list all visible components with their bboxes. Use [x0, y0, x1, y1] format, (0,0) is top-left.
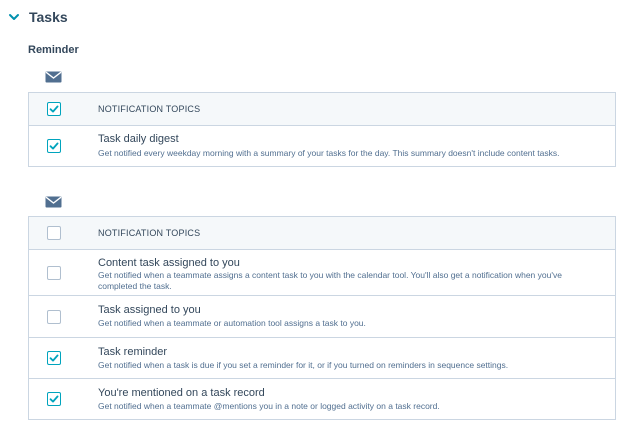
topics-header-row [29, 93, 615, 125]
checkmark-icon [49, 141, 59, 151]
topic-row-task-daily-digest [29, 125, 615, 166]
email-icon [45, 71, 62, 83]
topic-description: Get notified when a teammate @mentions you in a note or logged activity on a task record. [98, 401, 440, 411]
tasks-section-toggle[interactable] [8, 8, 68, 26]
email-icon [45, 196, 62, 208]
task-reminder-checkbox[interactable] [47, 351, 61, 365]
reminder-title: Reminder [28, 44, 79, 56]
topic-description: Get notified when a task is due if you set a reminder for it, or if you turned on reminders in sequence settings. [98, 360, 509, 370]
topic-description: Get notified every weekday morning with a summary of your tasks for the day. This summary doesn't include content tasks. [98, 148, 560, 158]
checkmark-icon [49, 104, 59, 114]
topic-title: Task assigned to you [98, 304, 201, 316]
section-title: Tasks [29, 9, 68, 25]
topic-row-task-assigned [29, 295, 615, 337]
topic-row-task-reminder [29, 337, 615, 378]
task-assigned-checkbox[interactable] [47, 310, 61, 324]
topics-header-label: NOTIFICATION TOPICS [98, 104, 201, 114]
topic-title: Task daily digest [98, 133, 179, 145]
notification-group-1 [28, 92, 616, 167]
topic-row-content-task-assigned [29, 249, 615, 295]
topic-description: Get notified when a teammate assigns a content task to you with the calendar tool. You'll also get a notification when you've completed the task. [98, 270, 562, 291]
topic-description: Get notified when a teammate or automation tool assigns a task to you. [98, 318, 366, 328]
topics-header-label: NOTIFICATION TOPICS [98, 228, 201, 238]
topic-row-mentioned-on-task [29, 378, 615, 419]
topic-title: Content task assigned to you [98, 257, 240, 269]
topics-header-row [29, 217, 615, 249]
chevron-down-icon [8, 11, 20, 23]
content-task-assigned-checkbox[interactable] [47, 266, 61, 280]
checkmark-icon [49, 353, 59, 363]
mentioned-on-task-checkbox[interactable] [47, 392, 61, 406]
select-all-checkbox[interactable] [47, 102, 61, 116]
task-daily-digest-checkbox[interactable] [47, 139, 61, 153]
select-all-checkbox[interactable] [47, 226, 61, 240]
notification-group-2 [28, 216, 616, 420]
topic-title: Task reminder [98, 346, 168, 358]
checkmark-icon [49, 394, 59, 404]
topic-title: You're mentioned on a task record [98, 387, 265, 399]
